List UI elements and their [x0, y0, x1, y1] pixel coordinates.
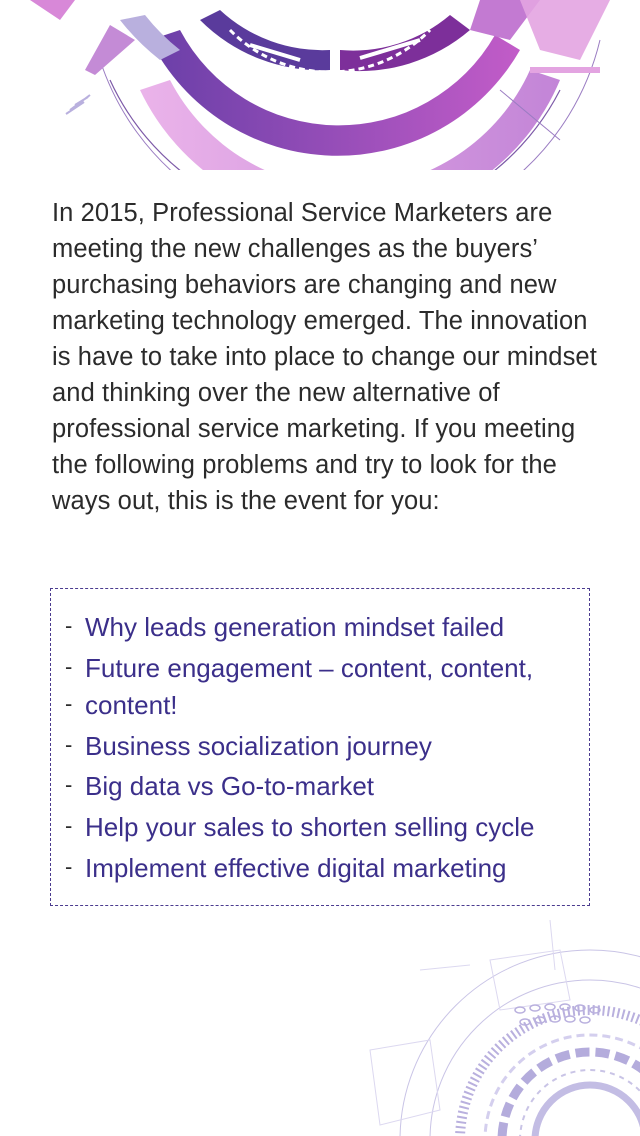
intro-paragraph: In 2015, Professional Service Marketers are meeting the new challenges as the buyers’ purchasing behaviors are changing and new marketing technology emerged. The innovation is have to take into place to change our mindset and thinking over the new alternative of professional service marketing. If you meeting the following problems and try to look for the ways out, this is the event for you:	[52, 199, 597, 515]
bullet-dash: -	[65, 613, 73, 638]
topic-item	[65, 809, 580, 846]
topics-list	[65, 609, 580, 891]
topic-text: Implement effective digital marketing	[85, 852, 507, 883]
topic-text: Big data vs Go-to-market	[85, 771, 374, 802]
topic-item	[65, 850, 580, 887]
topic-text: content!	[85, 689, 178, 720]
bullet-dash: -	[65, 813, 73, 839]
decorative-top-graphic	[0, 0, 640, 170]
topic-text: Why leads generation mindset failed	[85, 612, 505, 642]
topic-item	[65, 768, 580, 805]
topic-text: Help your sales to shorten selling cycle	[85, 812, 535, 843]
topic-item	[65, 650, 580, 687]
bullet-dash: -	[65, 690, 73, 716]
bullet-dash: -	[65, 731, 73, 757]
topic-item	[65, 609, 580, 646]
bullet-dash: -	[65, 853, 73, 879]
topic-text: Future engagement – content, content,	[85, 652, 534, 683]
topic-text: Business socialization journey	[85, 730, 432, 761]
topic-item	[65, 687, 580, 724]
bullet-dash: -	[65, 772, 73, 798]
bullet-dash: -	[65, 653, 73, 679]
topic-item	[65, 728, 580, 765]
decorative-bottom-graphic	[360, 910, 640, 1136]
topics-box	[50, 588, 590, 906]
